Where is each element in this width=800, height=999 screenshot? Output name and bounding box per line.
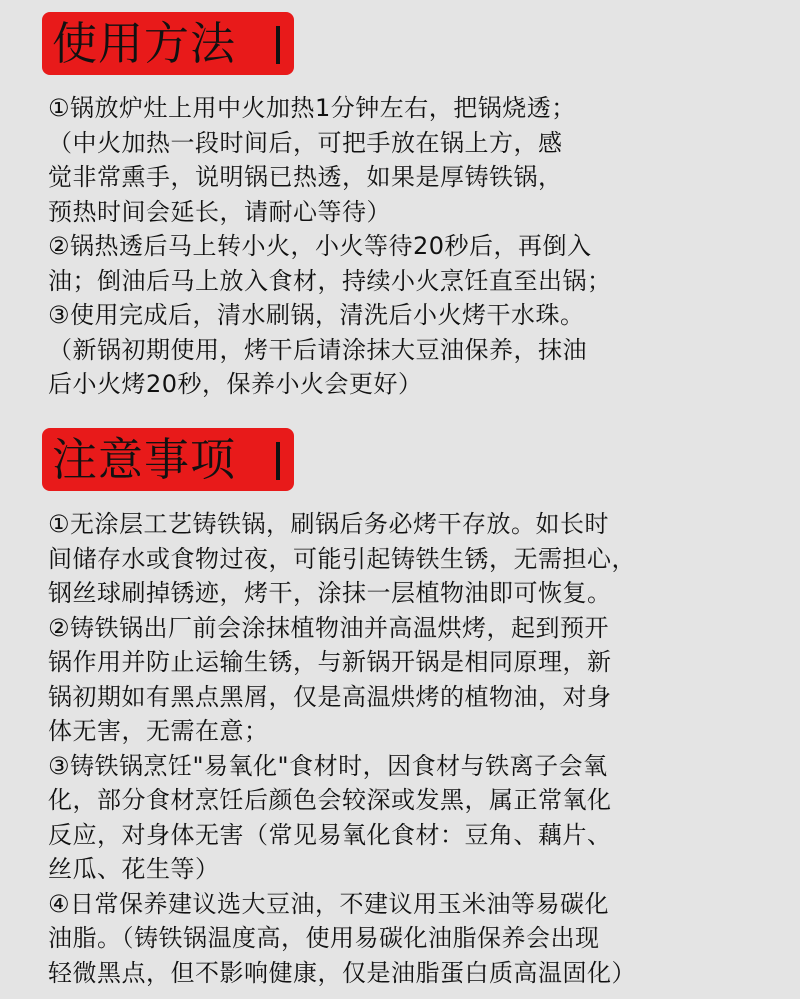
notes-heading-box — [42, 428, 294, 491]
text-line: （新锅初期使用，烤干后请涂抹大豆油保养，抹油 — [48, 335, 587, 364]
notes-heading: 注意事项 — [52, 433, 237, 486]
text-line: 油脂。（铸铁锅温度高，使用易碳化油脂保养会出现 — [48, 924, 600, 952]
text-line: 化，部分食材烹饪后颜色会较深或发黑，属正常氧化 — [48, 786, 612, 814]
text-line: 钢丝球刷掉锈迹，烤干，涂抹一层植物油即可恢复。 — [48, 579, 612, 607]
usage-heading-box — [42, 12, 294, 75]
text-line: （中火加热一段时间后，可把手放在锅上方，感 — [48, 128, 563, 157]
text-line: 丝瓜、花生等） — [48, 855, 220, 883]
usage-heading: 使用方法 — [52, 17, 237, 70]
text-line: 锅初期如有黑点黑屑，仅是高温烘烤的植物油，对身 — [48, 682, 612, 711]
text-line: ④日常保养建议选大豆油，不建议用玉米油等易碳化 — [48, 889, 610, 918]
text-line: 觉非常熏手，说明锅已热透，如果是厚铸铁锅， — [48, 163, 563, 191]
text-line: ③铸铁锅烹饪"易氧化"食材时，因食材与铁离子会氧 — [48, 751, 608, 780]
heading-bar-marker — [276, 26, 280, 64]
text-line: ②铸铁锅出厂前会涂抹植物油并高温烘烤，起到预开 — [48, 613, 610, 642]
text-line: 间储存水或食物过夜，可能引起铸铁生锈，无需担心， — [48, 544, 636, 573]
text-line: 锅作用并防止运输生锈，与新锅开锅是相同原理，新 — [48, 648, 612, 676]
text-line: ②锅热透后马上转小火，小火等待20秒后，再倒入 — [48, 232, 592, 260]
text-line: 后小火烤20秒，保养小火会更好） — [48, 370, 423, 398]
text-line: 反应，对身体无害（常见易氧化食材：豆角、藕片、 — [48, 820, 612, 849]
text-line: ①锅放炉灶上用中火加热1分钟左右，把锅烧透； — [48, 94, 576, 122]
heading-bar-marker — [276, 442, 280, 480]
usage-instructions — [0, 91, 800, 402]
text-line: 油；倒油后马上放入食材，持续小火烹饪直至出锅； — [48, 266, 612, 295]
text-line: ③使用完成后，清水刷锅，清洗后小火烤干水珠。 — [48, 301, 585, 329]
text-line: 预热时间会延长，请耐心等待） — [48, 197, 391, 226]
notes-instructions — [0, 507, 800, 990]
text-line: 体无害，无需在意； — [48, 717, 269, 745]
text-line: 轻微黑点，但不影响健康，仅是油脂蛋白质高温固化） — [48, 958, 636, 987]
text-line: ①无涂层工艺铸铁锅，刷锅后务必烤干存放。如长时 — [48, 510, 610, 538]
